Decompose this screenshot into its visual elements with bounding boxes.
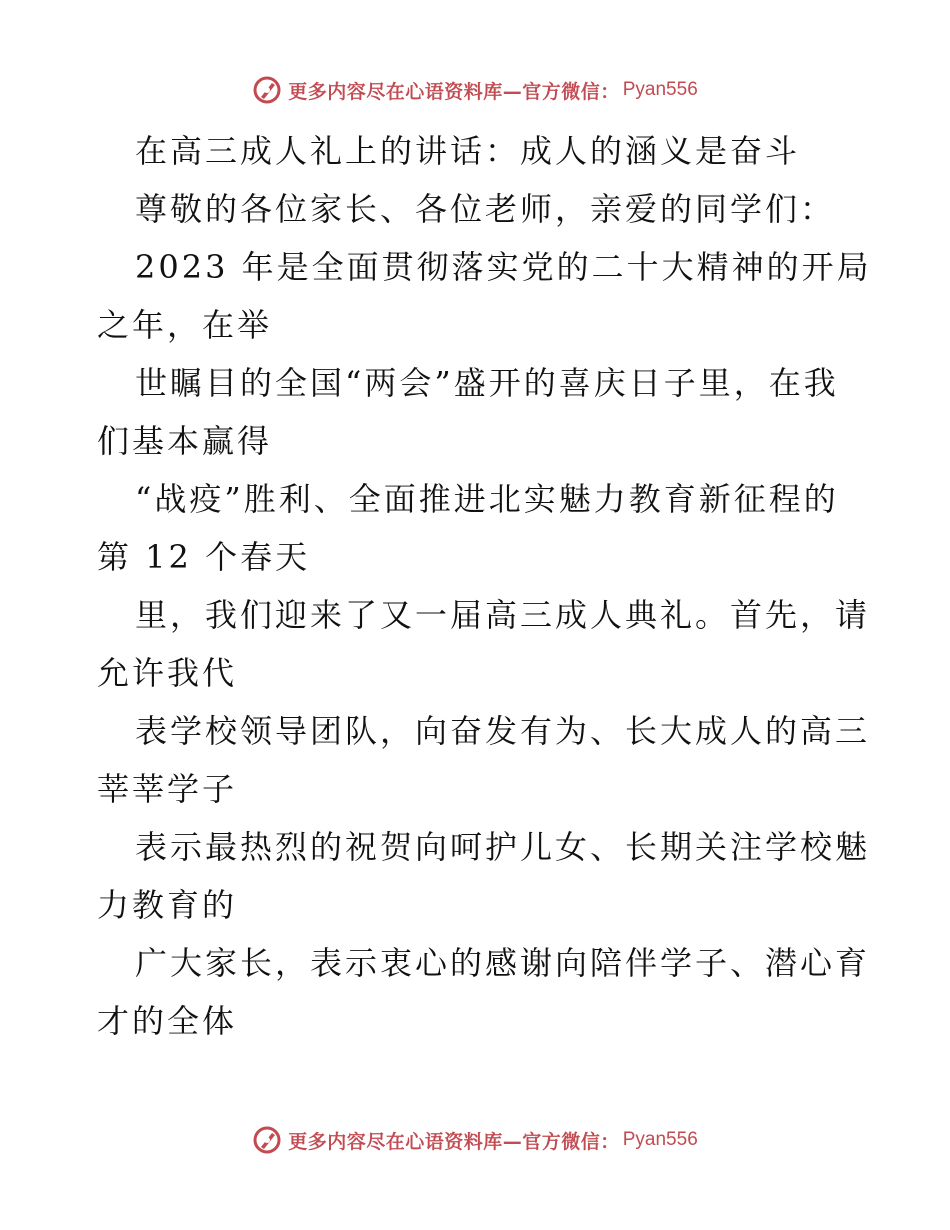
paragraph-line: 表示最热烈的祝贺向呵护儿女、长期关注学校魅 [135, 828, 871, 866]
footer-banner-text: 更多内容尽在心语资料库—官方微信： [288, 1130, 620, 1153]
pen-logo-icon [252, 75, 282, 105]
document-title: 在高三成人礼上的讲话：成人的涵义是奋斗 [135, 132, 801, 170]
paragraph-line: 里，我们迎来了又一届高三成人典礼。首先，请 [135, 596, 871, 634]
document-body [97, 122, 872, 1050]
header-banner-id: Pyan556 [622, 79, 698, 100]
footer-banner [0, 1122, 950, 1158]
header-banner-text: 更多内容尽在心语资料库—官方微信： [288, 80, 620, 103]
footer-banner-id: Pyan556 [622, 1129, 698, 1150]
paragraph-line: 表学校领导团队，向奋发有为、长大成人的高三 [135, 712, 871, 750]
paragraph-line: 莘莘学子 [97, 770, 238, 808]
paragraph-line: “战疫”胜利、全面推进北实魅力教育新征程的 [135, 480, 839, 518]
paragraph-line: 2023 年是全面贯彻落实党的二十大精神的开局 [135, 248, 872, 286]
paragraph-line: 广大家长，表示衷心的感谢向陪伴学子、潜心育 [135, 944, 871, 982]
paragraph-line: 第 12 个春天 [97, 538, 311, 576]
paragraph-line: 允许我代 [97, 654, 238, 692]
paragraph-line: 力教育的 [97, 886, 238, 924]
header-banner [0, 72, 950, 108]
paragraph-line: 之年，在举 [97, 306, 273, 344]
paragraph-line: 才的全体 [97, 1002, 238, 1040]
salutation: 尊敬的各位家长、各位老师，亲爱的同学们： [135, 190, 836, 228]
pen-logo-icon [252, 1125, 282, 1155]
paragraph-line: 世瞩目的全国“两会”盛开的喜庆日子里，在我 [135, 364, 839, 402]
paragraph-line: 们基本赢得 [97, 422, 273, 460]
